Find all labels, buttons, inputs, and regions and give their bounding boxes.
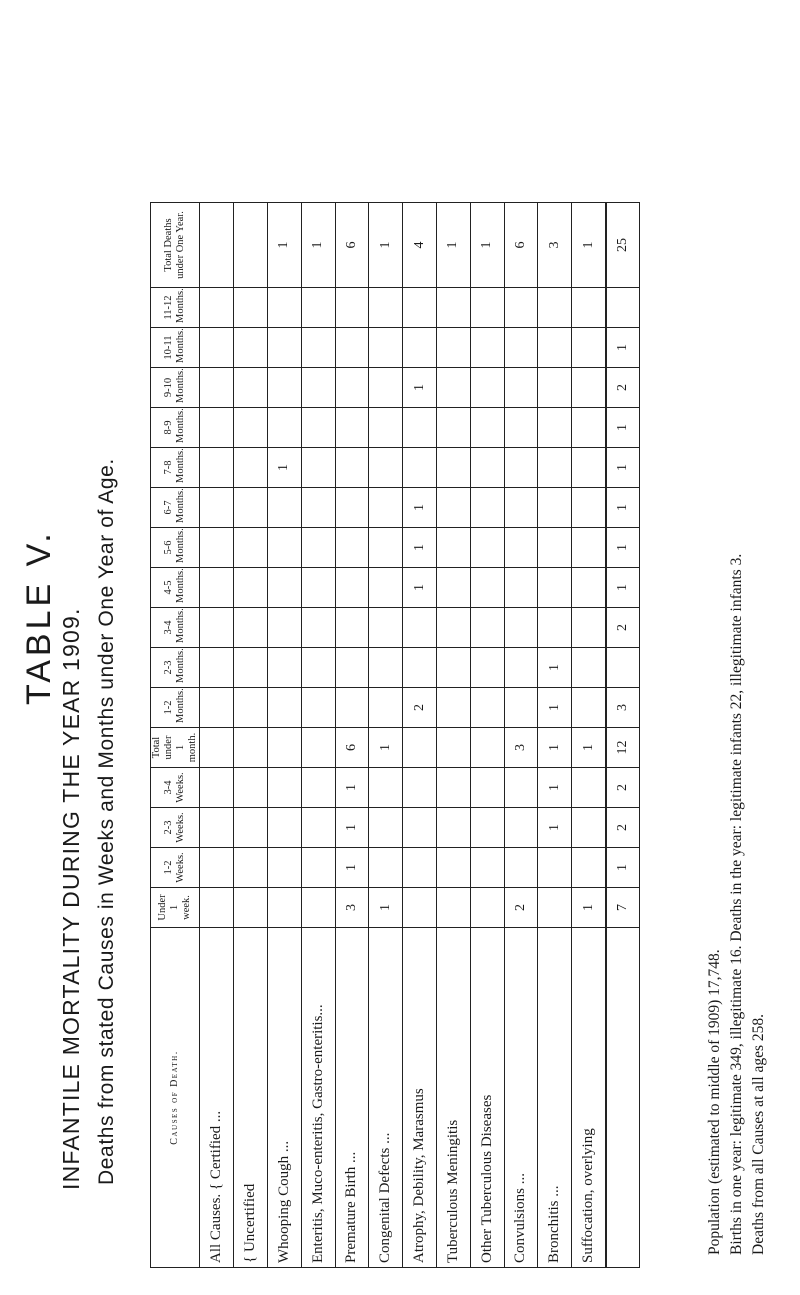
value-cell: 6 [335, 203, 369, 288]
value-cell: 1 [369, 203, 403, 288]
value-cell: 1 [403, 368, 437, 408]
column-header: 11-12 Months. [151, 288, 200, 328]
totals-row [606, 203, 639, 1268]
value-cell [436, 328, 470, 368]
value-cell: 1 [267, 203, 301, 288]
value-cell [504, 568, 538, 608]
value-cell [403, 288, 437, 328]
value-cell [267, 328, 301, 368]
cause-column-header: Causes of Death. [151, 928, 200, 1268]
value-cell [267, 728, 301, 768]
value-cell [200, 328, 234, 368]
value-cell: 3 [538, 203, 572, 288]
cause-cell: Atrophy, Debility, Marasmus [403, 928, 437, 1268]
mortality-table [150, 202, 640, 1268]
value-cell [538, 288, 572, 328]
value-cell [538, 448, 572, 488]
cause-cell: Enteritis, Muco-enteritis, Gastro-enteritis... [301, 928, 335, 1268]
value-cell [267, 888, 301, 928]
value-cell [200, 808, 234, 848]
value-cell: 1 [538, 768, 572, 808]
column-header: 1-2 Weeks. [151, 848, 200, 888]
value-cell: 1 [369, 728, 403, 768]
value-cell [504, 848, 538, 888]
value-cell [301, 648, 335, 688]
value-cell [234, 888, 268, 928]
value-cell [470, 848, 504, 888]
value-cell: 1 [335, 848, 369, 888]
value-cell [234, 203, 268, 288]
value-cell [369, 288, 403, 328]
column-header: 8-9 Months. [151, 408, 200, 448]
column-header: 9-10 Months. [151, 368, 200, 408]
value-cell [504, 488, 538, 528]
value-cell [301, 768, 335, 808]
column-header: 2-3 Months. [151, 648, 200, 688]
total-cell: 1 [606, 448, 639, 488]
table-row [436, 203, 470, 1268]
value-cell [234, 568, 268, 608]
value-cell [436, 648, 470, 688]
total-cell: 2 [606, 608, 639, 648]
value-cell [369, 648, 403, 688]
value-cell [436, 608, 470, 648]
table-row [234, 203, 268, 1268]
value-cell [200, 568, 234, 608]
page-subtitle: Deaths from stated Causes in Weeks and Months under One Year of Age. [95, 458, 118, 1185]
value-cell [504, 368, 538, 408]
value-cell: 1 [335, 808, 369, 848]
value-cell: 1 [572, 728, 607, 768]
value-cell [403, 768, 437, 808]
table-row [267, 203, 301, 1268]
value-cell [470, 488, 504, 528]
value-cell [572, 528, 607, 568]
value-cell [369, 328, 403, 368]
value-cell [200, 768, 234, 808]
value-cell: 1 [403, 568, 437, 608]
value-cell [572, 608, 607, 648]
value-cell: 6 [504, 203, 538, 288]
total-cell: 7 [606, 888, 639, 928]
value-cell [301, 408, 335, 448]
value-cell: 2 [403, 688, 437, 728]
value-cell [200, 488, 234, 528]
value-cell [335, 488, 369, 528]
value-cell [538, 408, 572, 448]
column-header: 2-3 Weeks. [151, 808, 200, 848]
column-header-total: Total Deaths under One Year. [151, 203, 200, 288]
value-cell [301, 328, 335, 368]
value-cell: 4 [403, 203, 437, 288]
value-cell [504, 288, 538, 328]
value-cell [335, 408, 369, 448]
value-cell [369, 608, 403, 648]
value-cell [538, 568, 572, 608]
table-row [369, 203, 403, 1268]
total-cell: 25 [606, 203, 639, 288]
total-cell: 3 [606, 688, 639, 728]
value-cell [335, 328, 369, 368]
value-cell [234, 368, 268, 408]
value-cell [538, 488, 572, 528]
value-cell [504, 808, 538, 848]
value-cell [470, 768, 504, 808]
value-cell [436, 368, 470, 408]
value-cell [267, 808, 301, 848]
total-cell: 2 [606, 808, 639, 848]
value-cell [470, 448, 504, 488]
value-cell [470, 608, 504, 648]
value-cell [403, 888, 437, 928]
table-row [335, 203, 369, 1268]
value-cell [572, 848, 607, 888]
value-cell [504, 448, 538, 488]
table-row [470, 203, 504, 1268]
total-cell: 1 [606, 408, 639, 448]
value-cell [572, 368, 607, 408]
value-cell: 1 [470, 203, 504, 288]
value-cell [470, 808, 504, 848]
table-row [538, 203, 572, 1268]
table-row [200, 203, 234, 1268]
value-cell [301, 288, 335, 328]
total-cell: 1 [606, 848, 639, 888]
value-cell: 1 [538, 648, 572, 688]
value-cell [470, 568, 504, 608]
value-cell [301, 848, 335, 888]
table-body [200, 203, 640, 1268]
table-row [403, 203, 437, 1268]
value-cell [200, 648, 234, 688]
value-cell [267, 568, 301, 608]
value-cell [572, 488, 607, 528]
value-cell [436, 768, 470, 808]
value-cell [470, 888, 504, 928]
page-title: INFANTILE MORTALITY DURING THE YEAR 1909. [58, 607, 84, 1190]
value-cell [403, 608, 437, 648]
value-cell: 1 [403, 528, 437, 568]
value-cell [369, 368, 403, 408]
value-cell [267, 368, 301, 408]
value-cell [572, 768, 607, 808]
value-cell [572, 448, 607, 488]
value-cell [470, 728, 504, 768]
cause-cell: Suffocation, overlying [572, 928, 607, 1268]
column-header: 1-2 Months. [151, 688, 200, 728]
value-cell [572, 648, 607, 688]
total-cell: 1 [606, 568, 639, 608]
value-cell [335, 368, 369, 408]
value-cell: 1 [301, 203, 335, 288]
value-cell: 3 [335, 888, 369, 928]
population-note: Population (estimated to middle of 1909) 17,748. [706, 949, 723, 1255]
value-cell [267, 688, 301, 728]
value-cell [436, 848, 470, 888]
value-cell [267, 768, 301, 808]
mortality-table-container [150, 203, 640, 1268]
total-cell [606, 288, 639, 328]
value-cell [335, 688, 369, 728]
value-cell [403, 408, 437, 448]
value-cell [234, 848, 268, 888]
value-cell: 1 [436, 203, 470, 288]
value-cell [267, 528, 301, 568]
value-cell [369, 808, 403, 848]
header-row [151, 203, 200, 1268]
value-cell [436, 688, 470, 728]
value-cell [301, 568, 335, 608]
value-cell [234, 728, 268, 768]
value-cell: 1 [572, 203, 607, 288]
value-cell [403, 728, 437, 768]
value-cell [436, 568, 470, 608]
cause-cell: All Causes. { Certified ... [200, 928, 234, 1268]
value-cell: 1 [369, 888, 403, 928]
value-cell [369, 688, 403, 728]
value-cell [538, 328, 572, 368]
value-cell [267, 648, 301, 688]
value-cell [369, 768, 403, 808]
value-cell [234, 808, 268, 848]
value-cell [301, 448, 335, 488]
value-cell [504, 648, 538, 688]
value-cell [504, 528, 538, 568]
value-cell [504, 608, 538, 648]
value-cell [572, 328, 607, 368]
value-cell [234, 408, 268, 448]
value-cell [301, 528, 335, 568]
value-cell [369, 848, 403, 888]
value-cell [267, 408, 301, 448]
value-cell [572, 568, 607, 608]
value-cell [234, 328, 268, 368]
value-cell [301, 368, 335, 408]
value-cell [504, 408, 538, 448]
total-cell [606, 648, 639, 688]
value-cell: 1 [335, 768, 369, 808]
value-cell [301, 688, 335, 728]
value-cell [504, 688, 538, 728]
value-cell: 3 [504, 728, 538, 768]
column-header: 10-11 Months. [151, 328, 200, 368]
value-cell [538, 848, 572, 888]
value-cell [403, 648, 437, 688]
value-cell [470, 328, 504, 368]
value-cell: 2 [504, 888, 538, 928]
deaths-note: Deaths from all Causes at all ages 258. [750, 1013, 767, 1255]
table-row [572, 203, 607, 1268]
value-cell [504, 328, 538, 368]
value-cell [335, 568, 369, 608]
value-cell [200, 728, 234, 768]
value-cell: 1 [538, 728, 572, 768]
value-cell [436, 728, 470, 768]
column-header: 6-7 Months. [151, 488, 200, 528]
value-cell [200, 688, 234, 728]
total-cell: 1 [606, 528, 639, 568]
value-cell [200, 203, 234, 288]
cause-cell: Tuberculous Meningitis [436, 928, 470, 1268]
value-cell [234, 648, 268, 688]
value-cell [200, 608, 234, 648]
column-header: Total under 1 month. [151, 728, 200, 768]
column-header: Under 1 week. [151, 888, 200, 928]
total-cell: 12 [606, 728, 639, 768]
table-row [504, 203, 538, 1268]
births-note: Births in one year: legitimate 349, illegitimate 16. Deaths in the year: legitimate infants 22, illegitimate infants 3. [728, 553, 745, 1255]
value-cell [470, 688, 504, 728]
value-cell: 1 [403, 488, 437, 528]
value-cell: 1 [538, 688, 572, 728]
value-cell [436, 288, 470, 328]
value-cell [234, 488, 268, 528]
value-cell [234, 608, 268, 648]
value-cell [572, 408, 607, 448]
value-cell [200, 528, 234, 568]
value-cell [200, 848, 234, 888]
cause-cell: Congenital Defects ... [369, 928, 403, 1268]
value-cell [301, 888, 335, 928]
value-cell [267, 608, 301, 648]
value-cell [436, 888, 470, 928]
value-cell [301, 808, 335, 848]
total-cell: 2 [606, 768, 639, 808]
column-header: 7-8 Months. [151, 448, 200, 488]
value-cell [572, 688, 607, 728]
value-cell: 1 [267, 448, 301, 488]
value-cell [369, 528, 403, 568]
value-cell [436, 448, 470, 488]
cause-cell: { Uncertified [234, 928, 268, 1268]
cause-cell: Convulsions ... [504, 928, 538, 1268]
value-cell [234, 688, 268, 728]
value-cell [403, 328, 437, 368]
value-cell [301, 488, 335, 528]
value-cell [369, 568, 403, 608]
value-cell: 1 [538, 808, 572, 848]
column-header: 3-4 Months. [151, 608, 200, 648]
value-cell [200, 368, 234, 408]
value-cell [369, 448, 403, 488]
cause-cell: Premature Birth ... [335, 928, 369, 1268]
total-cell: 1 [606, 488, 639, 528]
value-cell [301, 728, 335, 768]
value-cell [369, 408, 403, 448]
cause-cell: Other Tuberculous Diseases [470, 928, 504, 1268]
value-cell [572, 288, 607, 328]
value-cell [200, 888, 234, 928]
value-cell [436, 528, 470, 568]
value-cell [267, 848, 301, 888]
value-cell [504, 768, 538, 808]
total-cell: 2 [606, 368, 639, 408]
value-cell [470, 648, 504, 688]
cause-cell: Bronchitis ... [538, 928, 572, 1268]
column-header: 3-4 Weeks. [151, 768, 200, 808]
value-cell [200, 408, 234, 448]
value-cell [234, 528, 268, 568]
value-cell [335, 448, 369, 488]
column-header: 4-5 Months. [151, 568, 200, 608]
table-row [301, 203, 335, 1268]
value-cell [369, 488, 403, 528]
value-cell [200, 288, 234, 328]
value-cell [538, 608, 572, 648]
value-cell [470, 368, 504, 408]
value-cell [301, 608, 335, 648]
value-cell [436, 808, 470, 848]
value-cell [470, 288, 504, 328]
value-cell [470, 408, 504, 448]
value-cell [572, 808, 607, 848]
value-cell [267, 488, 301, 528]
value-cell [538, 888, 572, 928]
cause-cell: Whooping Cough ... [267, 928, 301, 1268]
value-cell [234, 288, 268, 328]
totals-label-cell [606, 928, 639, 1268]
value-cell [335, 648, 369, 688]
value-cell: 1 [572, 888, 607, 928]
value-cell [403, 808, 437, 848]
value-cell [234, 768, 268, 808]
value-cell [403, 848, 437, 888]
value-cell [335, 288, 369, 328]
value-cell [436, 488, 470, 528]
total-cell: 1 [606, 328, 639, 368]
table-label: TABLE V. [20, 529, 58, 705]
value-cell [200, 448, 234, 488]
value-cell [436, 408, 470, 448]
value-cell [267, 288, 301, 328]
value-cell [234, 448, 268, 488]
value-cell [403, 448, 437, 488]
column-header: 5-6 Months. [151, 528, 200, 568]
value-cell [335, 528, 369, 568]
value-cell [538, 368, 572, 408]
value-cell [335, 608, 369, 648]
value-cell [470, 528, 504, 568]
value-cell: 6 [335, 728, 369, 768]
value-cell [538, 528, 572, 568]
